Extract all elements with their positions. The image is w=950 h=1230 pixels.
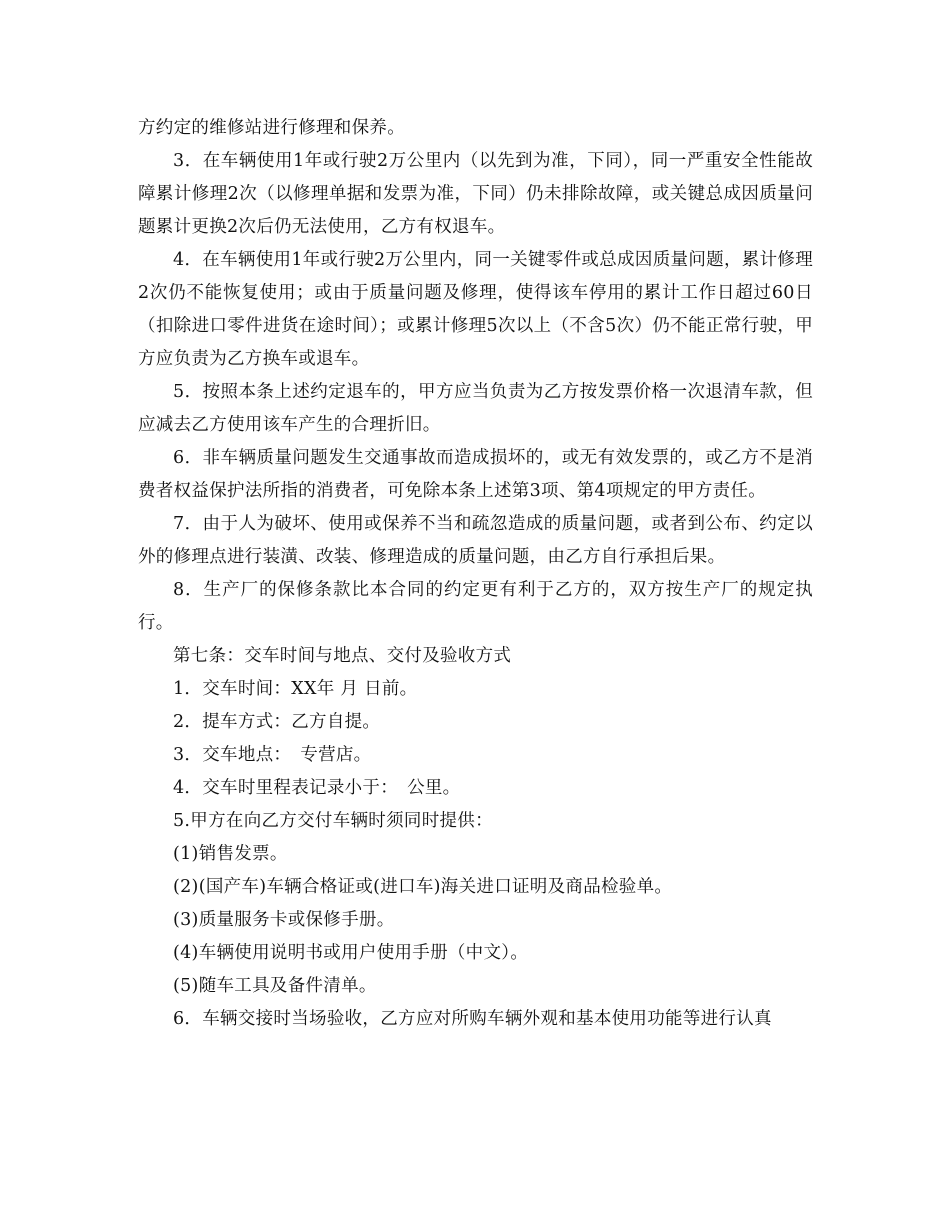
paragraph: 7．由于人为破坏、使用或保养不当和疏忽造成的质量问题，或者到公布、约定以外的修理点进行装潢、改装、修理造成的质量问题，由乙方自行承担后果。 [138, 514, 813, 567]
section-heading: 第七条：交车时间与地点、交付及验收方式 [173, 646, 512, 666]
paragraph: 8．生产厂的保修条款比本合同的约定更有利于乙方的，双方按生产厂的规定执行。 [138, 580, 813, 633]
paragraph: 5．按照本条上述约定退车的，甲方应当负责为乙方按发票价格一次退清车款，但应减去乙方使用该车产生的合理折旧。 [138, 382, 813, 435]
paragraph: 3．在车辆使用1年或行驶2万公里内（以先到为准，下同），同一严重安全性能故障累计修理2次（以修理单据和发票为准，下同）仍未排除故障，或关键总成因质量问题累计更换2次后仍无法使用，乙方有权退车。 [138, 151, 813, 237]
list-item: 4．交车时里程表记录小于： 公里。 [173, 778, 461, 798]
paragraph: 6．非车辆质量问题发生交通事故而造成损坏的，或无有效发票的，或乙方不是消费者权益保护法所指的消费者，可免除本条上述第3项、第4项规定的甲方责任。 [138, 448, 813, 501]
document-body [138, 112, 813, 1036]
paragraph: 4．在车辆使用1年或行驶2万公里内，同一关键零件或总成因质量问题，累计修理2次仍不能恢复使用；或由于质量问题及修理，使得该车停用的累计工作日超过60日（扣除进口零件进货在途时间）；或累计修理5次以上（不含5次）仍不能正常行驶，甲方应负责为乙方换车或退车。 [138, 250, 813, 369]
sub-list-item: (4)车辆使用说明书或用户使用手册（中文）。 [173, 943, 529, 963]
list-item: 1．交车时间：XX年 月 日前。 [173, 679, 418, 699]
sub-list-item: (2)(国产车)车辆合格证或(进口车)海关进口证明及商品检验单。 [173, 877, 673, 897]
list-item: 2．提车方式：乙方自提。 [173, 712, 381, 732]
sub-list-item: (5)随车工具及备件清单。 [173, 976, 377, 996]
list-item: 5.甲方在向乙方交付车辆时须同时提供： [173, 811, 493, 831]
sub-list-item: (1)销售发票。 [173, 844, 288, 864]
list-item: 6．车辆交接时当场验收，乙方应对所购车辆外观和基本使用功能等进行认真 [173, 1009, 772, 1029]
list-item: 3．交车地点： 专营店。 [173, 745, 372, 765]
sub-list-item: (3)质量服务卡或保修手册。 [173, 910, 395, 930]
paragraph: 方约定的维修站进行修理和保养。 [138, 118, 405, 138]
